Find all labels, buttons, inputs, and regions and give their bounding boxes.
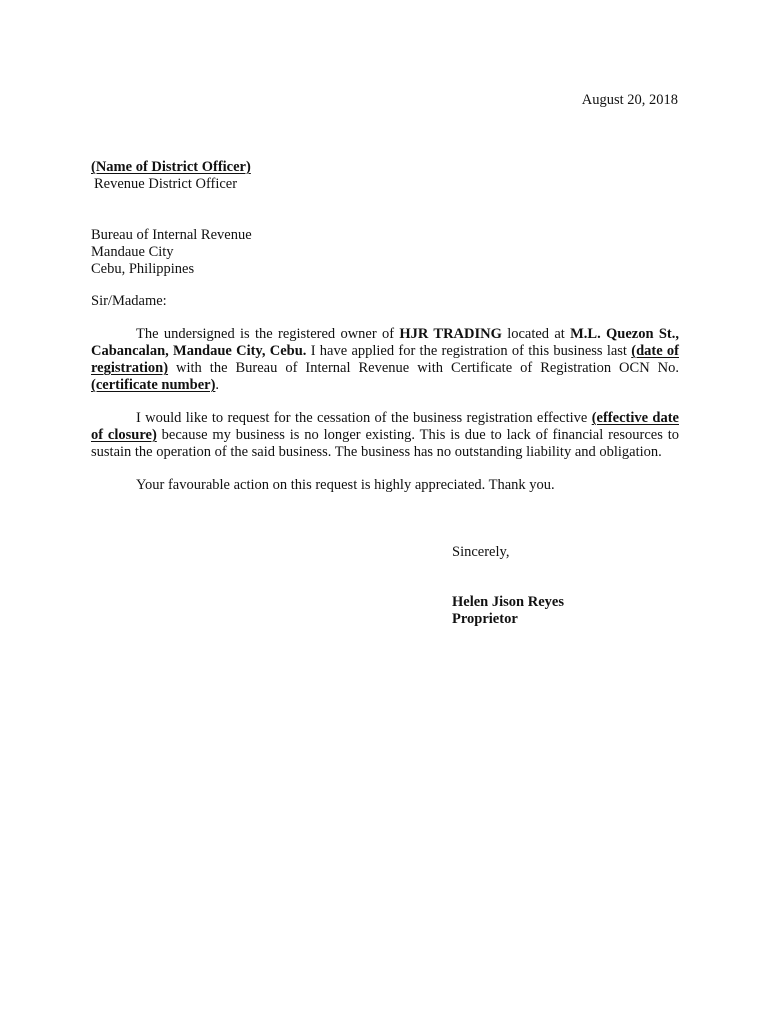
- p1-text-3: I have applied for the registration of this business last: [306, 343, 632, 359]
- p2-text-2: because my business is no longer existing. This is due to lack of financial resources to sustain the operation of the said business. The business has no outstanding liability and obligation.: [91, 427, 679, 460]
- p1-text-5: .: [215, 377, 220, 393]
- closing: Sincerely,: [452, 544, 510, 560]
- body-paragraph-1: [91, 326, 679, 394]
- business-name: HJR TRADING: [399, 326, 502, 342]
- addressee-block: [91, 159, 269, 193]
- body-paragraph-3: Your favourable action on this request is highly appreciated. Thank you.: [136, 477, 555, 493]
- p2-text-1: I would like to request for the cessation of the business registration effective: [136, 410, 592, 426]
- certificate-number-placeholder: (certificate number): [91, 377, 216, 393]
- closure-date-placeholder: (effective date of closure): [91, 410, 679, 443]
- letter-date: August 20, 2018: [581, 92, 678, 108]
- agency-province: Cebu, Philippines: [91, 261, 195, 277]
- p1-text-4: with the Bureau of Internal Revenue with Certificate of Registration OCN No.: [168, 360, 679, 376]
- agency-address-block: [91, 227, 252, 278]
- body-paragraph-2: [91, 410, 679, 461]
- signature-block: [452, 594, 564, 628]
- business-address: M.L. Quezon St., Cabancalan, Mandaue City, Cebu.: [91, 326, 679, 359]
- addressee-name: (Name of District Officer): [91, 159, 251, 175]
- agency-name: Bureau of Internal Revenue: [91, 227, 252, 243]
- agency-city: Mandaue City: [91, 244, 174, 260]
- registration-date-placeholder: (date of registration): [91, 343, 679, 376]
- signatory-name: Helen Jison Reyes: [452, 594, 564, 610]
- p1-text-1: The undersigned is the registered owner of: [136, 326, 400, 342]
- signatory-title: Proprietor: [452, 611, 518, 627]
- p1-text-2: located at: [501, 326, 571, 342]
- addressee-title: Revenue District Officer: [94, 176, 238, 192]
- salutation: Sir/Madame:: [91, 293, 167, 309]
- letter-body: [91, 326, 679, 510]
